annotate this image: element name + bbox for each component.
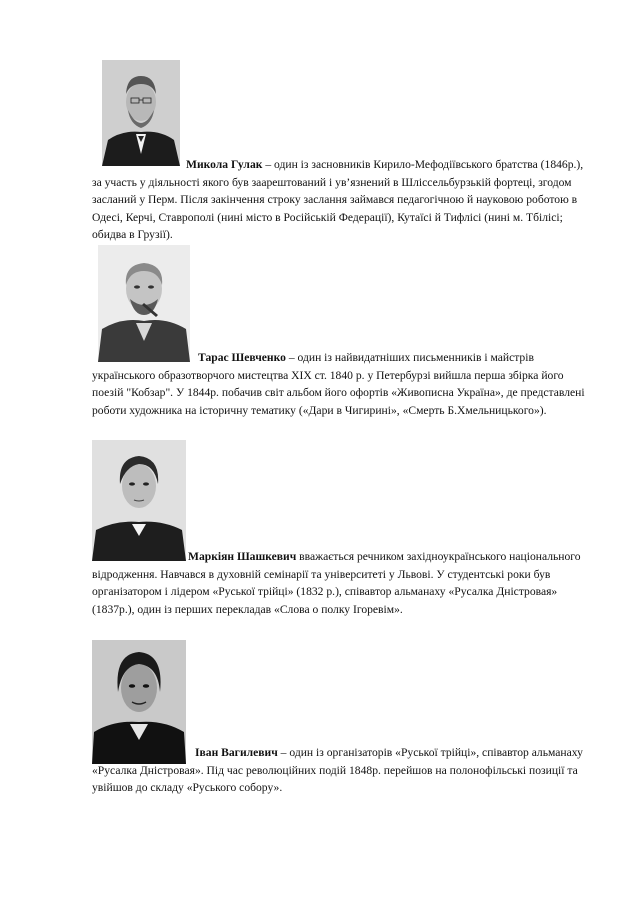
biography: – один із організаторів «Руської трійці», співавтор альманаху «Русалка Дністровая». Під час революційних подій 1848р. перейшов на полонофільські позиції та увійшов до складу «Руського собору».: [92, 746, 583, 795]
biography: – один із засновників Кирило-Мефодіївського братства (1846р.), за участь у діяльності якого був заарештований і ув’язнений в Шліссельбурзькій фортеці, згодом засланий у Перм. Після закінчення строку заслання займався педагогічною й науковою роботою в Одесі, Керчі, Ставрополі (нині місто в Російській Федерації), Кутаїсі й Тифлісі (нині м. Тбілісі; обидва в Грузії).: [92, 158, 584, 242]
portrait-shashkevych: [92, 440, 186, 561]
person-name: Тарас Шевченко: [198, 351, 286, 364]
biography: – один із найвидатніших письменників і майстрів українського образотворчого мистецтва XIX ст. 1840 р. у Петербурзі вийшла перша збірка його поезій "Кобзар". У 1844р. побачив світ альбом його офортів «Живописна Україна», де представлені роботи художника на історичну тематику («Дари в Чигирині», «Смерть Б.Хмельницького»).: [92, 351, 585, 417]
person-name: Микола Гулак: [186, 158, 263, 171]
biography: вважається речником західноукраїнського національного відродження. Навчався в духовній семінарії та університеті у Львові. У студентські роки був організатором і лідером «Руської трійці» (1832 р.), співавтор альманаху «Русалка Дністровая» (1837р.), один із перших перекладав «Слова о полку Ігоревім».: [92, 550, 581, 616]
entry-text: [92, 349, 592, 419]
person-name: Іван Вагилевич: [195, 746, 278, 759]
portrait-hulak: [102, 60, 180, 166]
entry-text: [92, 548, 592, 618]
portrait-shevchenko: [98, 245, 190, 362]
person-name: Маркіян Шашкевич: [188, 550, 297, 563]
entry-text: [92, 156, 592, 244]
entry-text: [92, 744, 592, 797]
